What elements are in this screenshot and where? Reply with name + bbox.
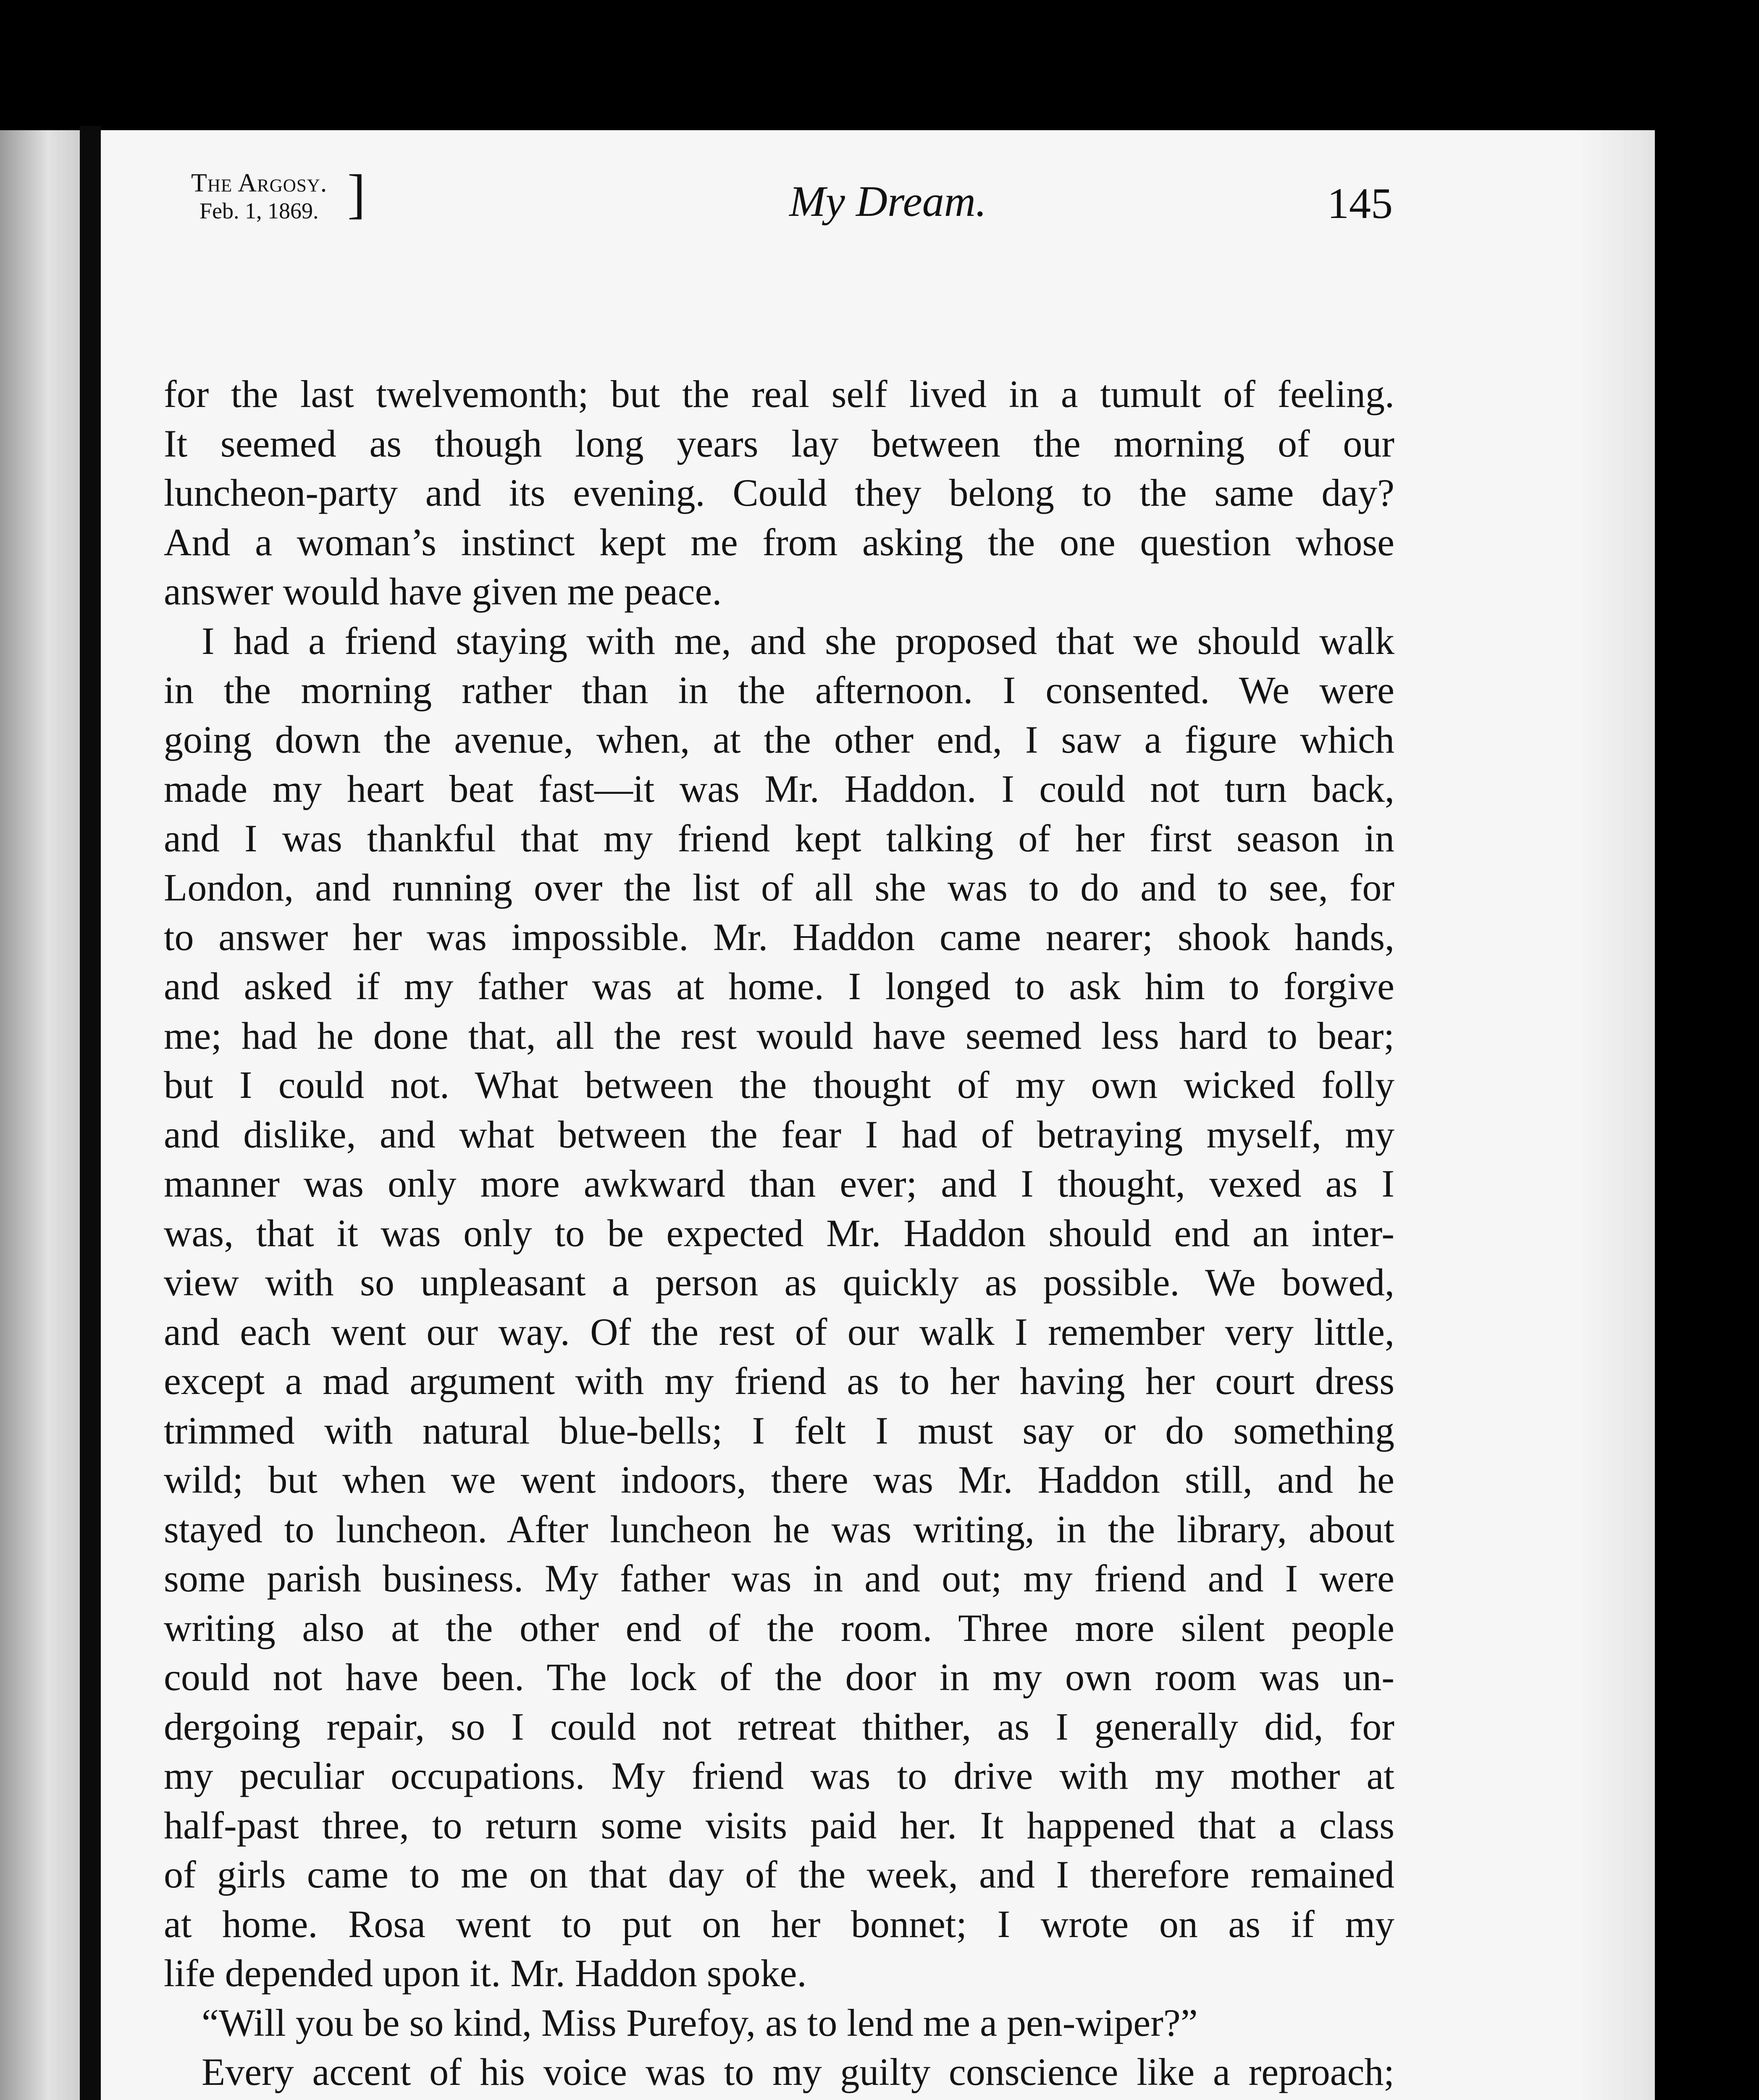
text-line: I had a friend staying with me, and she proposed that we should walk <box>202 619 1394 662</box>
publication-name: The Argosy. <box>191 169 328 197</box>
running-title: My Dream. <box>789 177 987 226</box>
body-text <box>164 370 1394 2100</box>
text-line: and I was thankful that my friend kept talking of her first season in <box>164 816 1394 860</box>
text-line: dergoing repair, so I could not retreat thither, as I generally did, for <box>164 1705 1394 1748</box>
text-line: and each went our way. Of the rest of our walk I remember very little, <box>164 1310 1394 1353</box>
text-line: manner was only more awkward than ever; and I thought, vexed as I <box>164 1162 1394 1205</box>
text-line: “Will you be so kind, Miss Purefoy, as to lend me a pen-wiper?” <box>202 2001 1198 2044</box>
text-line: It seemed as though long years lay between the morning of our <box>164 422 1394 465</box>
publication-date: Feb. 1, 1869. <box>200 198 319 223</box>
text-line: going down the avenue, when, at the other end, I saw a figure which <box>164 718 1394 761</box>
page-shading <box>1579 130 1655 2100</box>
text-line: but I could not. What between the thought of my own wicked folly <box>164 1063 1394 1106</box>
text-line: and dislike, and what between the fear I had of betraying myself, my <box>164 1113 1394 1156</box>
text-line: in the morning rather than in the afternoon. I consented. We were <box>164 669 1394 711</box>
text-line <box>164 2097 1394 2100</box>
text-line: life depended upon it. Mr. Haddon spoke. <box>164 1952 807 1995</box>
text-line: and asked if my father was at home. I longed to ask him to forgive <box>164 965 1394 1008</box>
text-line: view with so unpleasant a person as quickly as possible. We bowed, <box>164 1261 1394 1304</box>
text-line: my peculiar occupations. My friend was to drive with my mother at <box>164 1754 1394 1797</box>
text-line: for the last twelvemonth; but the real self lived in a tumult of feeling. <box>164 373 1394 415</box>
text-line: trimmed with natural blue-bells; I felt I must say or do something <box>164 1409 1394 1452</box>
text-line: me; had he done that, all the rest would have seemed less hard to bear; <box>164 1014 1394 1057</box>
page-number: 145 <box>1327 179 1393 228</box>
text-line: luncheon-party and its evening. Could they belong to the same day? <box>164 471 1394 514</box>
previous-page-edge <box>0 130 80 2100</box>
text-line: Every accent of his voice was to my guilty conscience like a reproach; <box>202 2050 1394 2093</box>
text-line: except a mad argument with my friend as to her having her court dress <box>164 1360 1394 1402</box>
header-bracket: ] <box>347 164 366 224</box>
text-line: writing also at the other end of the room. Three more silent people <box>164 1606 1394 1649</box>
text-line: half-past three, to return some visits paid her. It happened that a class <box>164 1803 1394 1847</box>
text-line: of girls came to me on that day of the week, and I therefore remained <box>164 1853 1394 1896</box>
text-line: could not have been. The lock of the door in my own room was un- <box>164 1656 1394 1698</box>
text-line: wild; but when we went indoors, there was Mr. Haddon still, and he <box>164 1458 1394 1501</box>
book-gutter <box>80 126 101 2100</box>
text-line: was, that it was only to be expected Mr. Haddon should end an inter- <box>164 1211 1394 1255</box>
text-line: And a woman’s instinct kept me from asking the one question whose <box>164 520 1394 564</box>
text-line: stayed to luncheon. After luncheon he was writing, in the library, about <box>164 1507 1394 1551</box>
text-line: made my heart beat fast—it was Mr. Haddon. I could not turn back, <box>164 767 1394 810</box>
text-line: answer would have given me peace. <box>164 570 722 613</box>
text-line: London, and running over the list of all she was to do and to see, for <box>164 866 1394 909</box>
text-line: at home. Rosa went to put on her bonnet; I wrote on as if my <box>164 1902 1394 1945</box>
text-line: to answer her was impossible. Mr. Haddon came nearer; shook hands, <box>164 915 1394 958</box>
text-line: some parish business. My father was in and out; my friend and I were <box>164 1557 1394 1600</box>
